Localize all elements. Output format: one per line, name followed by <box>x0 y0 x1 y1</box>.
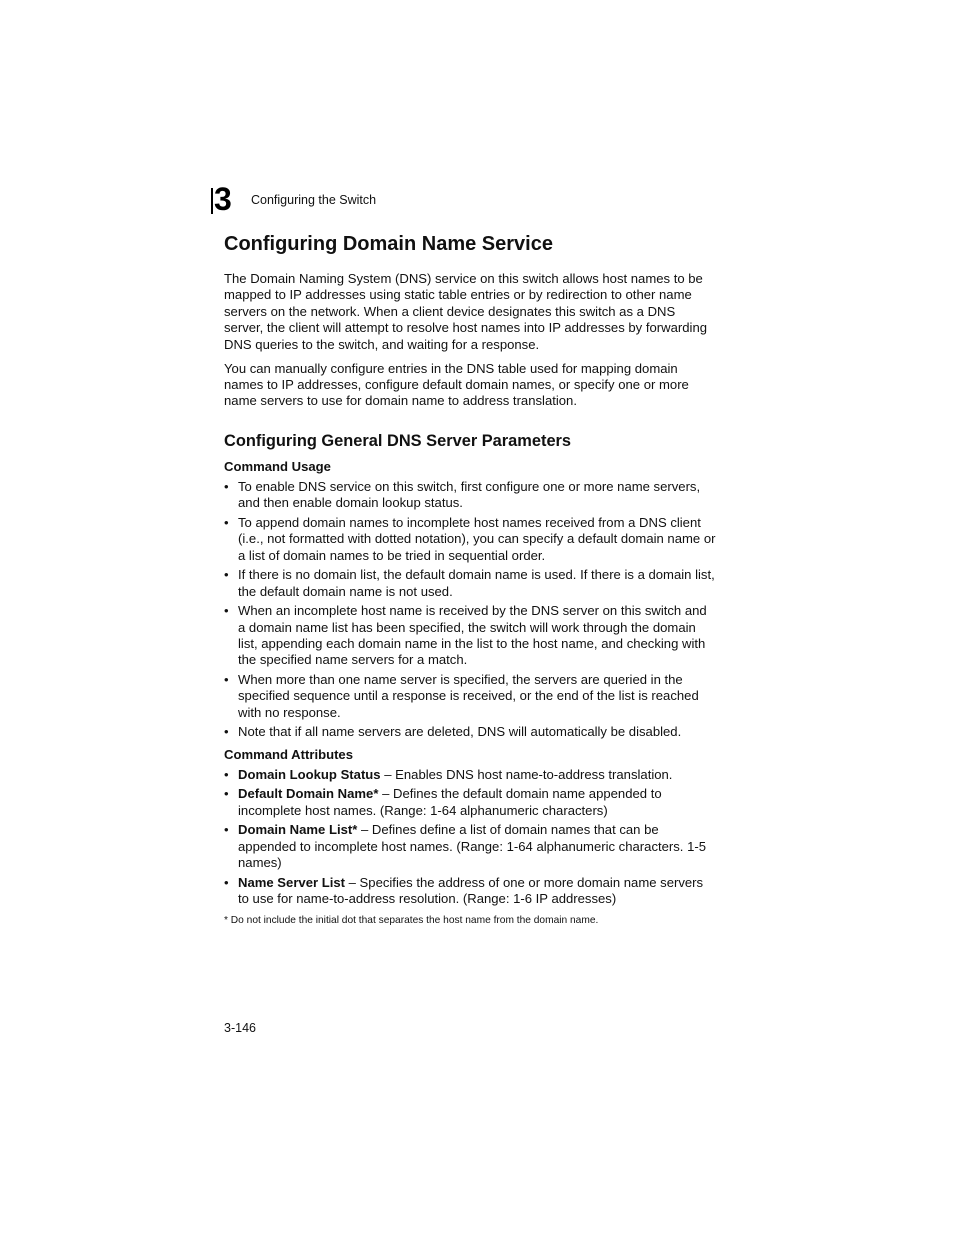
command-attributes-heading: Command Attributes <box>224 746 354 762</box>
intro-paragraph-2: You can manually configure entries in the DNS table used for mapping domain names to IP addresses, configure default domain names, or specify one or more name servers to use for domain name to address translation. <box>224 360 689 409</box>
chapter-marker-bar <box>211 188 213 214</box>
list-item: • Note that if all name servers are deleted, DNS will automatically be disabled. <box>224 724 682 740</box>
attribute-term: Default Domain Name* <box>238 786 379 802</box>
section-title: Configuring Domain Name Service <box>224 233 553 255</box>
attribute-term: Name Server List <box>238 874 345 890</box>
list-item: • To enable DNS service on this switch, first configure one or more name servers, and then enable domain lookup status. <box>224 478 701 511</box>
chapter-marker <box>211 181 239 217</box>
attribute-desc: – Defines define a list of domain names that can be appended to incomplete host names. (Range: 1-64 alphanumeric characters. 1-5 names) <box>238 822 707 871</box>
attribute-term: Domain Lookup Status <box>238 766 381 782</box>
attribute-desc: – Defines the default domain name appended to incomplete host names. (Range: 1-64 alphanumeric characters) <box>238 786 662 818</box>
page-content <box>224 231 716 927</box>
list-item: • When an incomplete host name is received by the DNS server on this switch and a domain name list has been specified, the switch will work through the domain list, appending each domain name in the list to the host name, and checking with the specified name servers for a match. <box>224 603 707 668</box>
list-item: • If there is no domain list, the default domain name is used. If there is a domain list, the default domain name is not used. <box>224 567 715 599</box>
attribute-item: • Name Server List – Specifies the address of one or more domain name servers to use for name-to-address resolution. (Range: 1-6 IP addresses) <box>224 874 704 907</box>
command-attributes-list <box>224 767 716 908</box>
subsection-title: Configuring General DNS Server Parameters <box>224 431 572 450</box>
footnote: * Do not include the initial dot that separates the host name from the domain name. <box>224 914 599 926</box>
attribute-item: • Domain Lookup Status – Enables DNS host name-to-address translation. <box>224 766 673 782</box>
attribute-item: • Domain Name List* – Defines define a list of domain names that can be appended to incomplete host names. (Range: 1-64 alphanumeric characters. 1-5 names) <box>224 822 707 871</box>
list-item: • To append domain names to incomplete host names received from a DNS client (i.e., not formatted with dotted notation), you can specify a default domain name or a list of domain names to be tried in sequential order. <box>224 514 716 563</box>
attribute-term: Domain Name List* <box>238 822 358 838</box>
intro-paragraph-1: The Domain Naming System (DNS) service on this switch allows host names to be mapped to IP addresses using static table entries or by redirection to other name servers on the network. When a client device designates this switch as a DNS server, the client will attempt to resolve host names into IP addresses by forwarding DNS queries to the switch, and waiting for a response. <box>224 271 708 352</box>
attribute-desc: – Specifies the address of one or more domain name servers to use for name-to-address resolution. (Range: 1-6 IP addresses) <box>238 874 704 907</box>
page-number: 3-146 <box>224 1021 256 1035</box>
attribute-item: • Default Domain Name* – Defines the default domain name appended to incomplete host names. (Range: 1-64 alphanumeric characters) <box>224 786 662 818</box>
list-item: • When more than one name server is specified, the servers are queried in the specified sequence until a response is received, or the end of the list is reached with no response. <box>224 671 699 720</box>
attribute-desc: – Enables DNS host name-to-address translation. <box>380 766 673 782</box>
running-title: Configuring the Switch <box>251 193 377 207</box>
chapter-number: 3 <box>214 181 232 217</box>
command-usage-heading: Command Usage <box>224 458 331 474</box>
command-usage-list <box>224 479 716 741</box>
